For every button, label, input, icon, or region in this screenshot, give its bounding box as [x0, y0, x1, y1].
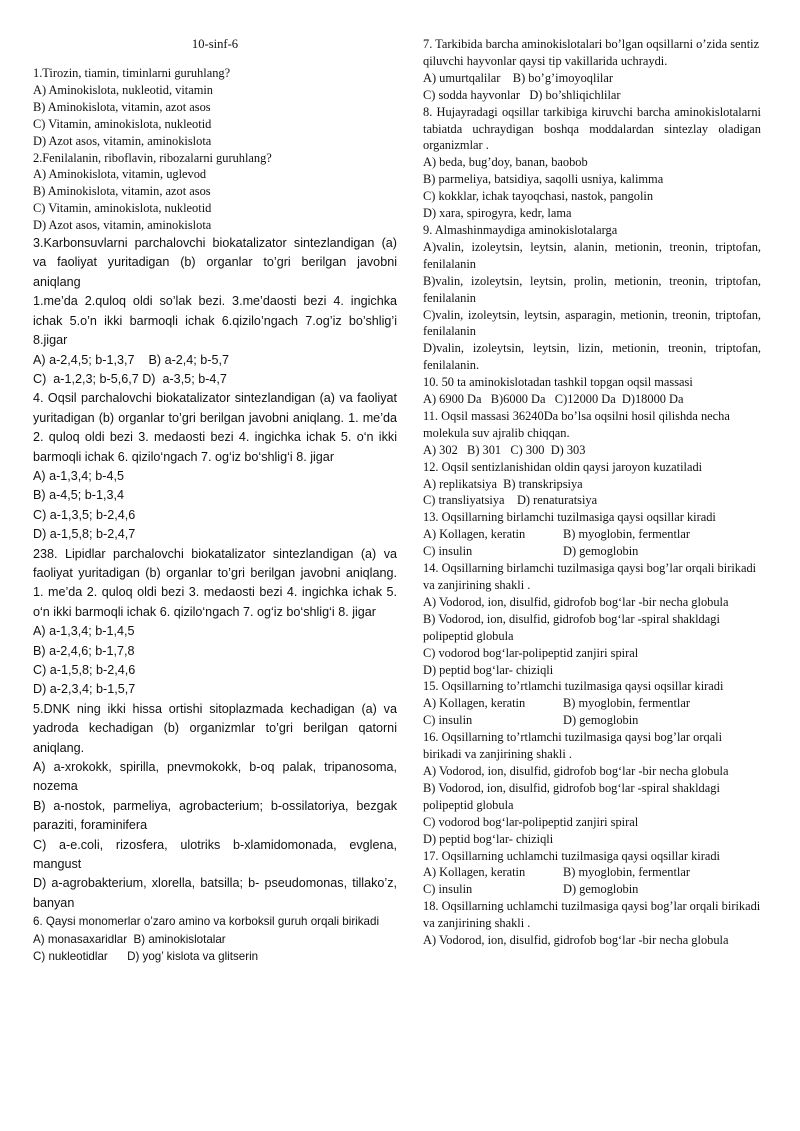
question-12: [423, 459, 761, 510]
question-text: 7. Tarkibida barcha aminokislotalari bo’lgan oqsillarni o’zida sentiz qiluvchi hayvonlar qaysi tip vakillarida uchraydi.: [423, 37, 760, 68]
option-ab: A) a-2,4,5; b-1,3,7 B) a-2,4; b-5,7: [33, 352, 230, 367]
question-4: [33, 389, 397, 544]
option-c: C) kokklar, ichak tayoqchasi, nastok, pangolin: [423, 189, 654, 204]
organ-list: 1.me’da 2.quloq oldi so’lak bezi. 3.me’daosti bezi 4. ingichka ichak 5.o’n ikki barmoqli ichak 6.qizilo’ngach 7.og’iz bo’shlig’i 8.jigar: [33, 294, 397, 348]
option-b: B) a-2,4,6; b-1,7,8: [33, 643, 135, 658]
question-text: 6. Qaysi monomerlar o’zaro amino va korboksil guruh orqali birikadi: [33, 915, 380, 929]
question-6: [33, 913, 397, 965]
option-b: B) parmeliya, batsidiya, saqolli usniya, kalimma: [423, 172, 664, 187]
option-b: B) Vodorod, ion, disulfid, gidrofob bog‘lar -spiral shakldagi polipeptid globula: [423, 780, 720, 812]
question-text: 10. 50 ta aminokislotadan tashkil topgan oqsil massasi: [423, 375, 693, 390]
option-c: C) a-e.coli, rizosfera, ulotriks b-xlamidomonada, evglena, mangust: [33, 837, 397, 872]
question-text: 1.Tirozin, tiamin, timinlarni guruhlang?: [33, 66, 231, 80]
option-d: D) gemoglobin: [563, 544, 639, 559]
option-d: D) gemoglobin: [563, 882, 639, 897]
question-text: 17. Oqsillarning uchlamchi tuzilmasiga qaysi oqsillar kiradi: [423, 848, 720, 863]
option-row: [423, 695, 761, 712]
page-title: 10-sinf-6: [191, 37, 239, 51]
option-a: A) Aminokislota, vitamin, uglevod: [33, 167, 207, 182]
option-a: A) Vodorod, ion, disulfid, gidrofob bog‘lar -bir necha globula: [423, 763, 729, 778]
option-d: D) Azot asos, vitamin, aminokislota: [33, 218, 212, 233]
question-text: 14. Oqsillarning birlamchi tuzilmasiga qaysi bog’lar orqali birikadi va zanjirining shakli .: [423, 561, 757, 592]
option-a: A)valin, izoleytsin, leytsin, alanin, metionin, treonin, triptofan, fenilalanin: [423, 239, 761, 271]
option-c: C) insulin: [423, 713, 473, 728]
option-b: B) myoglobin, fermentlar: [563, 527, 690, 542]
option-d: D)valin, izoleytsin, leytsin, lizin, metionin, treonin, triptofan, fenilalanin.: [423, 341, 761, 373]
option-d: D) peptid bog‘lar- chiziqli: [423, 831, 554, 846]
option-b: B) a-nostok, parmeliya, agrobacterium; b-ossilatoriya, bezgak paraziti, foraminifera: [33, 798, 397, 833]
option-ab: A) monasaxaridlar B) aminokislotalar: [33, 932, 226, 946]
option-a: A) a-xrokokk, spirilla, pnevmokokk, b-oq palak, tripanosoma, nozema: [33, 760, 397, 794]
option-d: D) gemoglobin: [563, 713, 639, 728]
option-row: [423, 712, 761, 729]
option-b: B)valin, izoleytsin, leytsin, prolin, metionin, treonin, triptofan, fenilalanin: [423, 273, 761, 305]
option-abcd: A) 6900 Da B)6000 Da C)12000 Da D)18000 Da: [423, 392, 684, 407]
question-5: [33, 700, 397, 913]
option-d: D) a-2,3,4; b-1,5,7: [33, 682, 136, 697]
question-text: 4. Oqsil parchalovchi biokatalizator sintezlandigan (a) va faoliyat yuritadigan (b) organlar to’gri berilgan javobni aniqlang. 1. me’da 2. quloq oldi bezi 3. medaosti bezi 4. ingichka ichak 5. o‘n ikki barmoqli ichak 6. qizilo‘ngach 7. og‘iz bo‘shlig‘i 8. jigar: [33, 391, 397, 464]
right-column: [423, 36, 761, 949]
option-row: [423, 526, 761, 543]
option-d: D) peptid bog‘lar- chiziqli: [423, 662, 554, 677]
question-text: 12. Oqsil sentizlanishidan oldin qaysi jaroyon kuzatiladi: [423, 459, 703, 474]
option-b: B) Aminokislota, vitamin, azot asos: [33, 184, 211, 199]
option-a: A) Kollagen, keratin: [423, 696, 526, 711]
question-text: 2.Fenilalanin, riboflavin, ribozalarni guruhlang?: [33, 150, 272, 165]
option-abcd: A) 302 B) 301 C) 300 D) 303: [423, 442, 586, 457]
question-text: 238. Lipidlar parchalovchi biokatalizator sintezlandigan (a) va faoliyat yuritadigan (b) organlar to’gri berilgan javobni aniqlang. 1. me’da 2. quloq oldi bezi 3. medaosti bezi 4. ingichka ichak 5. o‘n ikki barmoqli ichak 6. qizilo‘ngach 7. og‘iz bo‘shlig‘i 8. jigar: [33, 546, 397, 619]
option-d: D) a-agrobakterium, xlorella, batsilla; b- pseudomonas, tillako’z, banyan: [33, 876, 397, 910]
option-a: A) Kollagen, keratin: [423, 527, 526, 542]
question-text: 8. Hujayradagi oqsillar tarkibiga kiruvchi barcha aminokislotalarni tabiatda uchraydigan boshqa moddalardan sintezlay oladigan organizmlar .: [423, 104, 761, 153]
option-a: A) Vodorod, ion, disulfid, gidrofob bog‘lar -bir necha globula: [423, 594, 729, 609]
option-c: C) insulin: [423, 882, 473, 897]
option-cd: C) nukleotidlar D) yog’ kislota va glitserin: [33, 950, 259, 964]
question-text: 9. Almashinmaydiga aminokislotalarga: [423, 222, 618, 237]
question-text: 15. Oqsillarning to’rtlamchi tuzilmasiga qaysi oqsillar kiradi: [423, 679, 724, 694]
option-c: C) Vitamin, aminokislota, nukleotid: [33, 116, 212, 131]
question-8: [423, 104, 761, 222]
question-15: [423, 678, 761, 729]
option-b: B) Aminokislota, vitamin, azot asos: [33, 99, 211, 114]
option-c: C) insulin: [423, 544, 473, 559]
question-2: [33, 150, 397, 235]
option-d: D) Azot asos, vitamin, aminokislota: [33, 133, 212, 148]
question-10: [423, 374, 761, 408]
option-a: A) a-1,3,4; b-4,5: [33, 468, 125, 483]
question-text: 18. Oqsillarning uchlamchi tuzilmasiga qaysi bog’lar orqali birikadi va zanjirining shakli .: [423, 899, 761, 931]
option-a: A) Vodorod, ion, disulfid, gidrofob bog‘lar -bir necha globula: [423, 933, 729, 948]
question-text: 3.Karbonsuvlarni parchalovchi biokatalizator sintezlandigan (a) va faoliyat yuritadigan (b) organlar to’gri berilgan javobni aniqlang: [33, 236, 397, 289]
option-a: A) Aminokislota, nukleotid, vitamin: [33, 82, 213, 97]
question-text: 11. Oqsil massasi 36240Da bo’lsa oqsilni hosil qilishda necha molekula suv ajralib chiqqan.: [423, 408, 730, 440]
option-b: B) Vodorod, ion, disulfid, gidrofob bog‘lar -spiral shakldagi polipeptid globula: [423, 611, 720, 643]
option-c: C) Vitamin, aminokislota, nukleotid: [33, 201, 212, 216]
option-a: A) beda, bug’doy, banan, baobob: [423, 155, 588, 170]
option-row: [423, 543, 761, 560]
option-cd: C) transliyatsiya D) renaturatsiya: [423, 493, 598, 508]
left-column: [33, 36, 397, 966]
option-c: C)valin, izoleytsin, leytsin, asparagin, metionin, treonin, triptofan, fenilalanin: [423, 307, 761, 339]
question-14: [423, 560, 761, 678]
question-18: [423, 898, 761, 949]
question-238: [33, 545, 397, 700]
option-d: D) xara, spirogyra, kedr, lama: [423, 206, 572, 221]
question-9: [423, 222, 761, 374]
option-b: B) myoglobin, fermentlar: [563, 865, 690, 880]
option-ab: A) replikatsiya B) transkripsiya: [423, 476, 583, 491]
option-b: B) myoglobin, fermentlar: [563, 696, 690, 711]
option-row: [423, 881, 761, 898]
option-cd: C) a-1,2,3; b-5,6,7 D) a-3,5; b-4,7: [33, 371, 227, 386]
option-d: D) a-1,5,8; b-2,4,7: [33, 527, 136, 542]
option-cd: C) sodda hayvonlar D) bo’shliqichlilar: [423, 87, 621, 102]
question-text: 16. Oqsillarning to’rtlamchi tuzilmasiga qaysi bog’lar orqali birikadi va zanjirining shakli .: [423, 730, 723, 762]
question-11: [423, 408, 761, 459]
option-a: A) a-1,3,4; b-1,4,5: [33, 624, 135, 639]
option-c: C) a-1,5,8; b-2,4,6: [33, 663, 136, 677]
option-c: C) a-1,3,5; b-2,4,6: [33, 507, 136, 522]
question-7: [423, 36, 761, 104]
question-13: [423, 509, 761, 560]
option-b: B) a-4,5; b-1,3,4: [33, 488, 125, 503]
option-c: C) vodorod bog‘lar-polipeptid zanjiri spiral: [423, 645, 639, 660]
question-3: [33, 234, 397, 389]
option-row: [423, 864, 761, 881]
question-1: [33, 65, 397, 150]
option-c: C) vodorod bog‘lar-polipeptid zanjiri spiral: [423, 814, 639, 829]
question-text: 13. Oqsillarning birlamchi tuzilmasiga qaysi oqsillar kiradi: [423, 510, 716, 525]
question-text: 5.DNK ning ikki hissa ortishi sitoplazmada kechadigan (a) va yadroda kechadigan (b) organizmlar to’gri berilgan qatorni aniqlang.: [33, 701, 397, 755]
question-16: [423, 729, 761, 847]
option-a: A) Kollagen, keratin: [423, 865, 526, 880]
question-17: [423, 848, 761, 899]
option-ab: A) umurtqalilar B) bo’g’imoyoqlilar: [423, 70, 613, 85]
